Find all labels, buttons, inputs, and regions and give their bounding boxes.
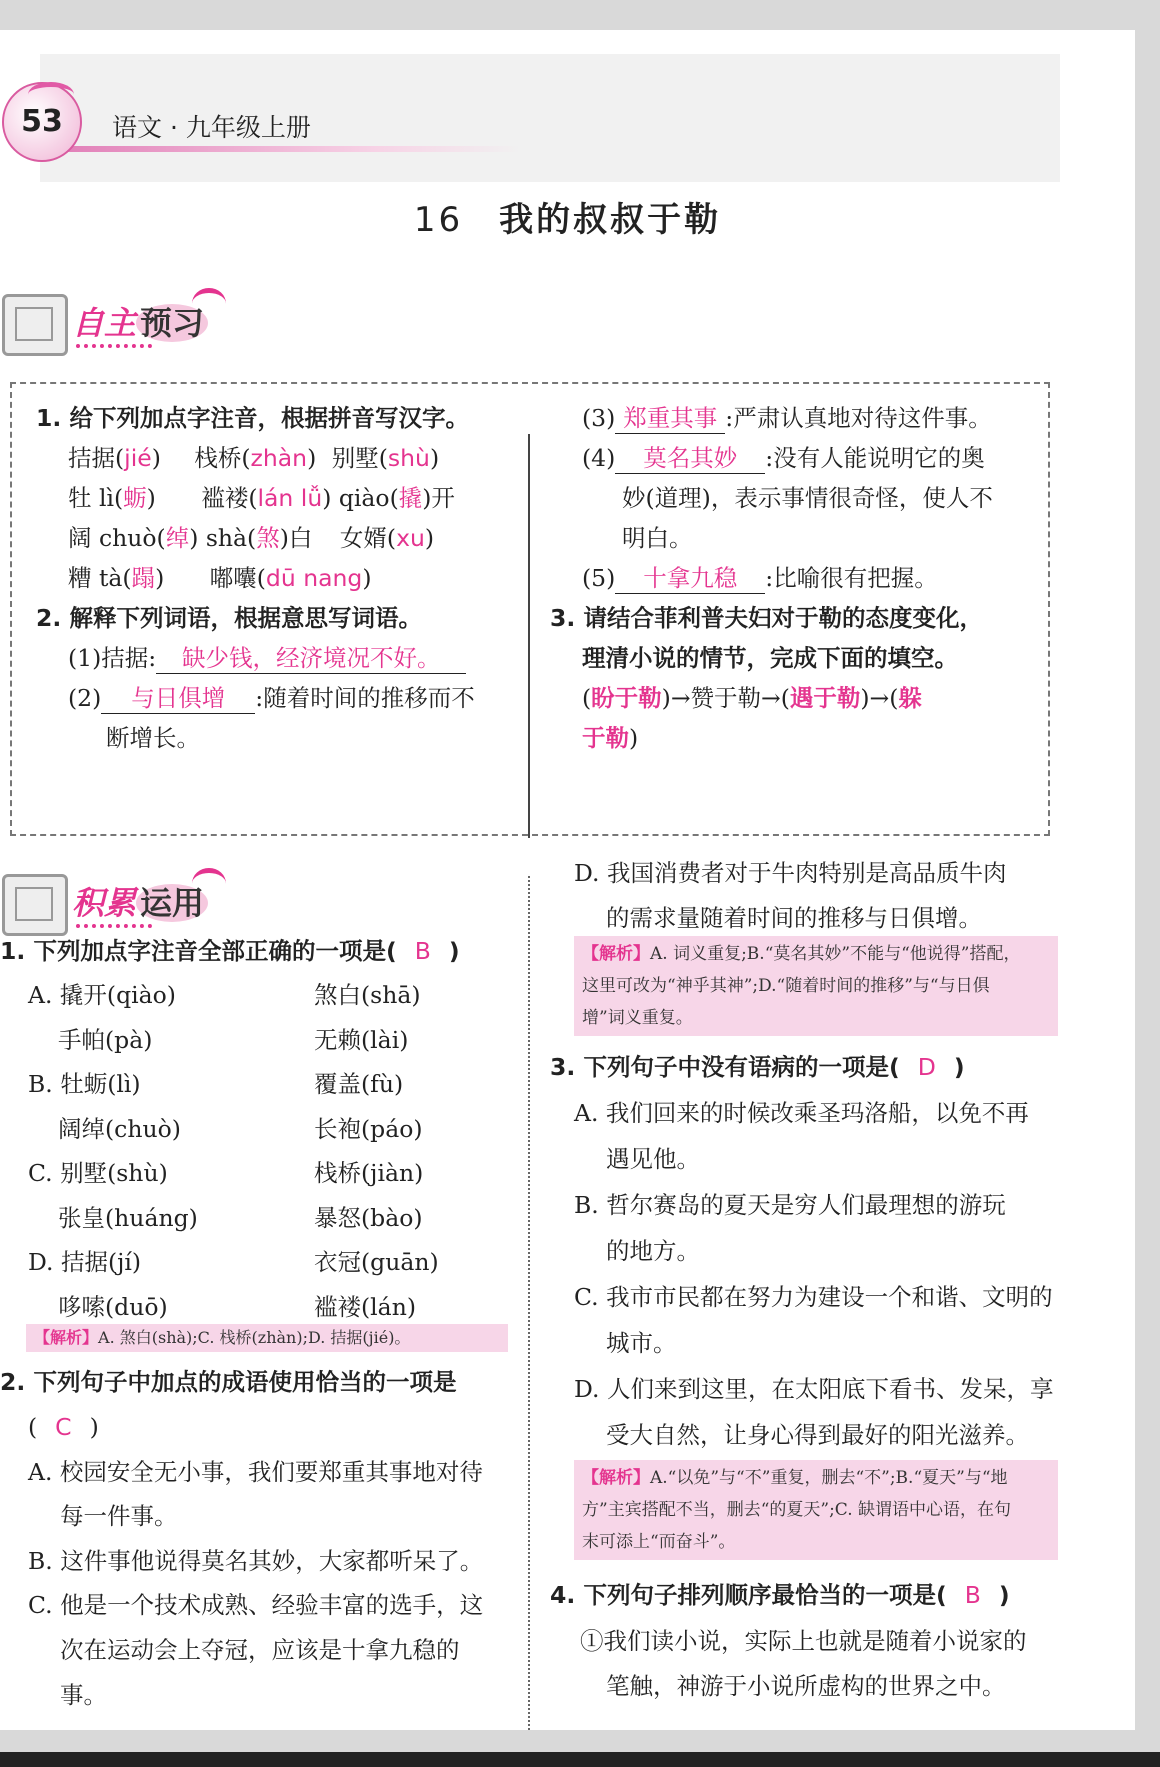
practice-q2-answer: ( C ) [28, 1413, 99, 1441]
practice-q2-a1: A. 校园安全无小事，我们要郑重其事地对待 [28, 1458, 483, 1486]
preview-q2-2-cont: 断增长。 [106, 724, 200, 752]
practice-q3-d2: 受大自然，让身心得到最好的阳光滋养。 [606, 1421, 1029, 1449]
section-title-practice: 积累 运用 [72, 878, 208, 924]
preview-q2-2: (2) 与日俱增 :随着时间的推移而不 [68, 684, 475, 712]
practice-q4-line2: 笔触，神游于小说所虚构的世界之中。 [606, 1672, 1006, 1700]
lesson-name: 我的叔叔于勒 [499, 200, 722, 240]
header-underline [40, 146, 520, 152]
swirl-icon [192, 868, 226, 899]
practice-q1-option-cell: A. 撬开(qiào) [28, 981, 176, 1009]
practice-q1-option-cell: 阔绰(chuò) [58, 1114, 181, 1143]
practice-q3-a2: 遇见他。 [606, 1145, 700, 1173]
practice-q3-c2: 城市。 [606, 1329, 677, 1357]
preview-q3-flow: (盼于勒)→赞于勒→(遇于勒)→(躲 [582, 684, 922, 712]
section-header-practice [2, 868, 242, 938]
practice-q2-d2: 的需求量随着时间的推移与日俱增。 [606, 904, 982, 932]
column-divider [528, 434, 530, 838]
practice-q3-b2: 的地方。 [606, 1237, 700, 1265]
preview-q3-line2: 理清小说的情节，完成下面的填空。 [582, 644, 958, 672]
practice-q3-c1: C. 我市市民都在努力为建设一个和谐、文明的 [574, 1283, 1053, 1311]
practice-q4-line1: ①我们读小说，实际上也就是随着小说家的 [580, 1627, 1027, 1655]
badge-swirl-icon [28, 82, 74, 107]
practice-q2-analysis: 【解析】A. 词义重复;B.“莫名其妙”不能与“他说得”搭配， 这里可改为“神乎其神”;D.“随着时间的推移”与“与日俱 增”词义重复。 [574, 936, 1058, 1036]
bottom-bar [0, 1752, 1160, 1767]
practice-q1-option-cell: 衣冠(guān) [314, 1248, 439, 1276]
practice-q4-stem: 4. 下列句子排列顺序最恰当的一项是( B ) [550, 1581, 1010, 1609]
workbook-page [0, 30, 1135, 1730]
practice-q1-option-cell: B. 牡蛎(lì) [28, 1070, 141, 1098]
practice-q1-option-cell: 无赖(lài) [314, 1025, 409, 1054]
practice-q2-b1: B. 这件事他说得莫名其妙，大家都听呆了。 [28, 1547, 484, 1575]
section-title-preview: 自主 预习 [72, 298, 208, 344]
practice-q3-d1: D. 人们来到这里，在太阳底下看书、发呆，享 [574, 1375, 1054, 1403]
lesson-title [0, 192, 1135, 241]
practice-q1-option-cell: 暴怒(bào) [314, 1203, 423, 1232]
practice-q1-stem: 1. 下列加点字注音全部正确的一项是( B ) [0, 937, 460, 965]
pinyin-row-4: 糟 tà(蹋) 嘟囔(dū nang) [68, 564, 372, 592]
section-header-preview [2, 288, 242, 358]
preview-q1: 1. 给下列加点字注音，根据拼音写汉字。 [36, 404, 469, 432]
practice-q2-c2: 次在运动会上夺冠，应该是十拿九稳的 [60, 1636, 460, 1664]
backpack-icon [2, 874, 68, 936]
practice-q1-option-cell: 手帕(pà) [58, 1025, 153, 1054]
practice-q3-a1: A. 我们回来的时候改乘圣玛洛船，以免不再 [574, 1099, 1029, 1127]
preview-q2: 2. 解释下列词语，根据意思写词语。 [36, 604, 422, 632]
pinyin-row-1: 拮据(jié) 栈桥(zhàn) 别墅(shù) [68, 444, 440, 472]
page-number-badge: 53 [2, 82, 82, 162]
pinyin-row-3: 阔 chuò(绰) shà(煞)白 女婿(xu) [68, 524, 435, 552]
pinyin-row-2: 牡 lì(蛎) 褴褛(lán lǚ) qiào(撬)开 [68, 484, 455, 512]
practice-q1-option-cell: 长袍(páo) [314, 1114, 423, 1143]
practice-q1-option-cell: 栈桥(jiàn) [314, 1159, 424, 1187]
column-divider-dotted [528, 876, 530, 1730]
practice-q2-stem: 2. 下列句子中加点的成语使用恰当的一项是 [0, 1368, 457, 1396]
swirl-icon [192, 288, 226, 319]
preview-q2-4-cont2: 明白。 [622, 524, 693, 552]
practice-q2-d1: D. 我国消费者对于牛肉特别是高品质牛肉 [574, 859, 1007, 887]
practice-q1-option-cell: 覆盖(fù) [314, 1070, 404, 1098]
practice-q2-a2: 每一件事。 [60, 1502, 178, 1530]
practice-q3-stem: 3. 下列句子中没有语病的一项是( D ) [550, 1053, 965, 1081]
practice-q2-c1: C. 他是一个技术成熟、经验丰富的选手，这 [28, 1591, 484, 1619]
practice-q1-option-cell: D. 拮据(jí) [28, 1248, 142, 1276]
preview-q2-4: (4) 莫名其妙 :没有人能说明它的奥 [582, 444, 985, 472]
preview-q2-3: (3) 郑重其事 :严肃认真地对待这件事。 [582, 404, 992, 432]
dotted-underline [76, 344, 152, 348]
preview-q3-line1: 3. 请结合菲利普夫妇对于勒的态度变化， [550, 604, 983, 632]
practice-q1-option-cell: C. 别墅(shù) [28, 1159, 168, 1187]
preview-q2-1: (1)拮据: 缺少钱，经济境况不好。 [68, 643, 466, 674]
lesson-number: 16 [413, 200, 464, 240]
practice-q3-analysis: 【解析】A.“以免”与“不”重复，删去“不”;B.“夏天”与“地 方”主宾搭配不当，删去“的夏天”;C. 缺谓语中心语，在句 末可添上“而奋斗”。 [574, 1460, 1058, 1560]
practice-q1-option-cell: 张皇(huáng) [58, 1203, 198, 1232]
preview-q2-5: (5) 十拿九稳 :比喻很有把握。 [582, 564, 938, 592]
practice-q1-option-cell: 褴褛(lán) [314, 1292, 416, 1321]
practice-q3-b1: B. 哲尔赛岛的夏天是穷人们最理想的游玩 [574, 1191, 1006, 1219]
dotted-underline [76, 924, 152, 928]
practice-q1-analysis: 【解析】A. 煞白(shà);C. 栈桥(zhàn);D. 拮据(jié)。 [26, 1324, 508, 1352]
preview-q3-flow-cont: 于勒) [582, 724, 639, 752]
school-house-icon [2, 294, 68, 356]
practice-q2-c3: 事。 [60, 1681, 107, 1709]
subject-label: 语文 · 九年级上册 [112, 113, 311, 142]
practice-q1-option-cell: 煞白(shā) [314, 981, 421, 1009]
preview-q2-4-cont1: 妙(道理)，表示事情很奇怪，使人不 [622, 484, 993, 512]
practice-q1-option-cell: 哆嗦(duō) [58, 1292, 168, 1321]
